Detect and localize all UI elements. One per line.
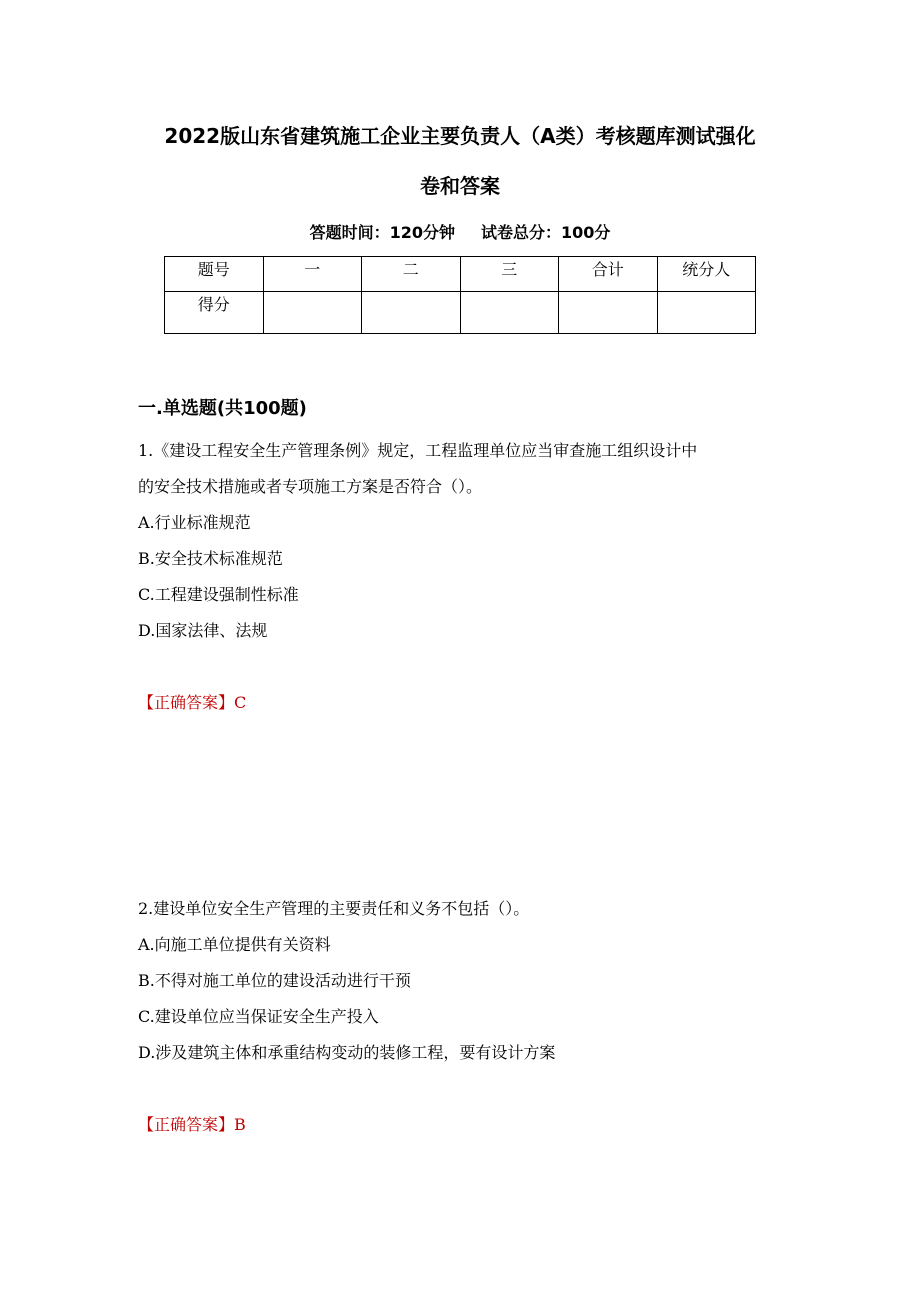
question-1-option-b: B.安全技术标准规范 [138,549,283,568]
question-1-stem-line-2: 的安全技术措施或者专项施工方案是否符合（）。 [138,477,483,496]
answer-value: C [234,693,247,712]
score-table-empty-cell [460,292,559,334]
answer-value: B [234,1115,246,1134]
question-2-option-a: A.向施工单位提供有关资料 [138,935,331,954]
score-table-row-label: 得分 [165,292,264,334]
score-table-header-cell: 三 [460,257,559,292]
score-table-score-row [165,292,756,334]
question-2-stem-line-1: 2.建设单位安全生产管理的主要责任和义务不包括（）。 [138,899,530,918]
score-table [164,256,756,334]
question-2-option-c: C.建设单位应当保证安全生产投入 [138,1007,379,1026]
exam-time: 答题时间：120分钟 [309,223,455,242]
score-table-empty-cell [657,292,756,334]
answer-label: 【正确答案】 [138,1115,235,1134]
question-1-option-d: D.国家法律、法规 [138,621,268,640]
exam-meta [0,222,920,244]
score-table-header-cell: 统分人 [657,257,756,292]
question-1-stem-line-1: 1.《建设工程安全生产管理条例》规定，工程监理单位应当审查施工组织设计中 [138,441,698,460]
question-2-answer [138,1114,246,1136]
score-table-header-cell: 合计 [559,257,658,292]
question-1-option-a: A.行业标准规范 [138,513,251,532]
question-1-option-c: C.工程建设强制性标准 [138,585,299,604]
document-title-line-1: 2022版山东省建筑施工企业主要负责人（A类）考核题库测试强化 [164,124,756,148]
document-title-line-2: 卷和答案 [420,174,500,198]
score-table-header-cell: 一 [263,257,362,292]
answer-label: 【正确答案】 [138,693,235,712]
score-table-empty-cell [263,292,362,334]
score-table-header-row [165,257,756,292]
section-title: 一.单选题(共100题) [138,398,307,419]
score-table-header-cell: 二 [362,257,461,292]
question-1-answer [138,692,246,714]
question-2-option-d: D.涉及建筑主体和承重结构变动的装修工程，要有设计方案 [138,1043,556,1062]
exam-total-score: 试卷总分：100分 [481,223,611,242]
score-table-empty-cell [559,292,658,334]
question-2-option-b: B.不得对施工单位的建设活动进行干预 [138,971,411,990]
score-table-header-cell: 题号 [165,257,264,292]
score-table-empty-cell [362,292,461,334]
